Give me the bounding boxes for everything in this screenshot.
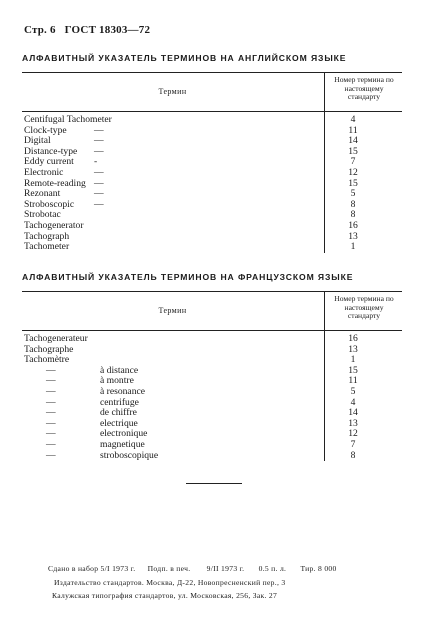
term-number: 7 — [350, 156, 356, 168]
table-row — [22, 126, 402, 137]
term-number: 5 — [350, 385, 356, 397]
number-column-header: Номер термина по настоящему стандарту — [324, 292, 402, 330]
french-table-body — [22, 331, 402, 461]
term-dash: — — [94, 166, 104, 178]
term-number: 1 — [350, 241, 356, 253]
term-number: 16 — [348, 333, 358, 344]
term-dash: - — [94, 156, 98, 168]
term-text: à montre — [100, 375, 134, 387]
table-row — [22, 189, 402, 200]
term-dash: — — [46, 428, 56, 440]
imprint-line-3: Калужская типография стандартов, ул. Московская, 256, Зак. 27 — [52, 591, 278, 600]
term-dash: — — [46, 375, 56, 387]
term-text: Electronic — [24, 166, 64, 178]
term-text: Tachogenerateur — [24, 333, 88, 344]
term-text: Centifugal Tachometer — [24, 114, 112, 125]
term-number: 5 — [350, 188, 356, 200]
table-row — [22, 232, 402, 243]
term-text: à resonance — [100, 385, 146, 397]
term-number: 16 — [348, 219, 358, 231]
table-row — [22, 355, 402, 366]
table-row — [22, 451, 402, 462]
terms-column-header: Термин — [158, 305, 187, 315]
term-text: Rezonant — [24, 188, 61, 200]
term-dash: — — [46, 407, 56, 419]
table-row — [22, 334, 402, 345]
term-dash: — — [94, 135, 104, 147]
table-row — [22, 419, 402, 430]
term-text: Tachograph — [24, 230, 70, 242]
table-row — [22, 366, 402, 377]
term-dash: — — [46, 385, 56, 397]
table-row — [22, 398, 402, 409]
term-dash: — — [94, 177, 104, 189]
french-index-table — [22, 291, 402, 461]
imprint-line-2: Издательство стандартов. Москва, Д-22, Новопресненский пер., 3 — [54, 578, 286, 587]
terms-column-header: Термин — [158, 86, 187, 96]
term-text: stroboscopique — [100, 449, 159, 461]
term-number: 13 — [348, 230, 358, 242]
term-text: Stroboscopic — [24, 198, 75, 210]
page-number: Стр. 6 — [24, 24, 56, 36]
term-number: 4 — [350, 396, 356, 408]
term-dash: — — [94, 188, 104, 200]
term-number: 8 — [350, 198, 356, 210]
print-sheets: 0.5 п. л. — [258, 564, 287, 573]
term-dash: — — [46, 438, 56, 450]
term-number: 13 — [348, 417, 358, 429]
table-row — [22, 221, 402, 232]
table-row — [22, 147, 402, 158]
term-text: Tachomètre — [24, 354, 70, 366]
french-index-title: АЛФАВИТНЫЙ УКАЗАТЕЛЬ ТЕРМИНОВ НА ФРАНЦУЗСКОМ ЯЗЫКЕ — [22, 272, 354, 282]
term-text: Tachographe — [24, 343, 74, 355]
term-number: 15 — [348, 177, 358, 189]
term-dash: — — [94, 145, 104, 157]
table-row — [22, 136, 402, 147]
number-column-header: Номер термина по настоящему стандарту — [324, 73, 402, 111]
term-text: Distance-type — [24, 145, 78, 157]
imprint-line-1 — [48, 564, 408, 573]
term-number: 11 — [348, 375, 358, 387]
standard-number: ГОСТ 18303—72 — [64, 24, 151, 36]
term-dash: — — [94, 124, 104, 136]
term-text: Digital — [24, 135, 51, 147]
term-text: electrique — [100, 417, 138, 429]
term-text: Strobotac — [24, 209, 61, 221]
term-number: 15 — [348, 364, 358, 376]
term-number: 13 — [348, 343, 358, 355]
table-row — [22, 429, 402, 440]
table-row — [22, 387, 402, 398]
term-text: electronique — [100, 428, 148, 440]
print-run: Тир. 8 000 — [300, 564, 337, 573]
table-row — [22, 115, 402, 126]
table-row — [22, 157, 402, 168]
term-text: Tachogenerator — [24, 219, 84, 231]
term-number: 11 — [348, 124, 358, 136]
term-dash: — — [46, 417, 56, 429]
term-text: magnetique — [100, 438, 145, 450]
table-row — [22, 440, 402, 451]
term-number: 14 — [348, 407, 358, 419]
term-text: Remote-reading — [24, 177, 86, 189]
term-dash: — — [46, 449, 56, 461]
table-row — [22, 242, 402, 253]
term-dash: — — [94, 198, 104, 210]
term-number: 12 — [348, 166, 358, 178]
table-row — [22, 168, 402, 179]
table-row — [22, 200, 402, 211]
table-row — [22, 179, 402, 190]
term-number: 12 — [348, 428, 358, 440]
term-dash: — — [46, 364, 56, 376]
page-header — [24, 24, 150, 36]
english-index-title: АЛФАВИТНЫЙ УКАЗАТЕЛЬ ТЕРМИНОВ НА АНГЛИЙСКОМ ЯЗЫКЕ — [22, 53, 347, 63]
english-table-header — [22, 72, 402, 112]
term-dash: — — [46, 396, 56, 408]
term-text: Tachometer — [24, 241, 70, 253]
french-table-header — [22, 291, 402, 331]
term-text: centrifuge — [100, 396, 139, 408]
table-row — [22, 408, 402, 419]
separator-rule — [186, 483, 242, 484]
english-table-body — [22, 112, 402, 253]
english-index-table — [22, 72, 402, 253]
typeset-date: Сдано в набор 5/I 1973 г. — [48, 564, 136, 573]
term-number: 14 — [348, 135, 358, 147]
term-text: Eddy current — [24, 156, 74, 168]
term-number: 7 — [350, 438, 356, 450]
print-date: 9/II 1973 г. — [206, 564, 245, 573]
term-text: Clock-type — [24, 124, 67, 136]
term-number: 15 — [348, 145, 358, 157]
term-text: de chiffre — [100, 407, 137, 419]
signed-for-print: Подп. в печ. — [147, 564, 191, 573]
term-text: à distance — [100, 364, 139, 376]
table-row — [22, 376, 402, 387]
term-number: 1 — [350, 354, 356, 366]
term-number: 4 — [350, 114, 356, 125]
table-row — [22, 345, 402, 356]
term-number: 8 — [350, 449, 356, 461]
term-number: 8 — [350, 209, 356, 221]
